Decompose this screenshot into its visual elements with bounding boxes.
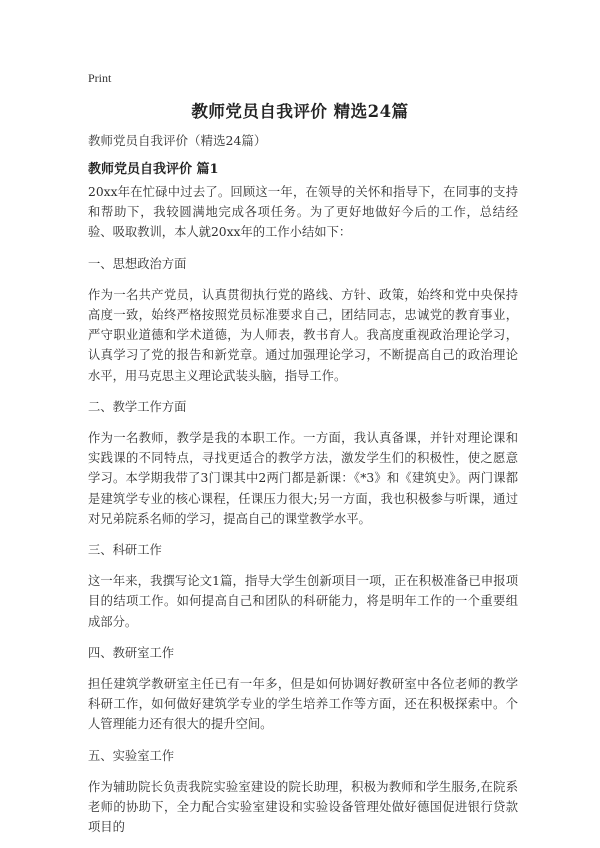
body-paragraph: 20xx年在忙碌中过去了。回顾这一年，在领导的关怀和指导下，在同事的支持和帮助下，我较圆满地完成各项任务。为了更好地做好今后的工作，总结经验、吸取教训，本人就20xx年的工作小结如下：	[88, 185, 518, 240]
section-heading: 五、实验室工作	[88, 748, 175, 763]
section-title: 教师党员自我评价 篇1	[88, 162, 219, 177]
article-body	[88, 182, 518, 848]
section-heading: 二、教学工作方面	[88, 399, 187, 414]
body-paragraph: 作为一名共产党员，认真贯彻执行党的路线、方针、政策，始终和党中央保持高度一致，始终严格按照党员标准要求自己，团结同志，忠诚党的教育事业，严守职业道德和学术道德，为人师表，教书育人。我高度重视政治理论学习，认真学习了党的报告和新党章。通过加强理论学习，不断提高自己的政治理论水平，用马克思主义理论武装头脑，指导工作。	[88, 287, 518, 383]
section-heading: 一、思想政治方面	[88, 256, 187, 271]
body-paragraph: 这一年来，我撰写论文1篇，指导大学生创新项目一项，正在积极准备已申报项目的结项工作。如何提高自己和团队的科研能力，将是明年工作的一个重要组成部分。	[88, 574, 518, 629]
section-heading: 三、科研工作	[88, 543, 162, 558]
page-title: 教师党员自我评价 精选24篇	[191, 102, 409, 121]
section-heading: 四、教研室工作	[88, 645, 175, 660]
body-paragraph: 担任建筑学教研室主任已有一年多，但是如何协调好教研室中各位老师的教学科研工作，如何做好建筑学专业的学生培养工作等方面，还在积极探索中。个人管理能力还有很大的提升空间。	[88, 677, 518, 732]
body-paragraph: 作为一名教师，教学是我的本职工作。一方面，我认真备课，并针对理论课和实践课的不同特点，寻找更适合的教学方法，激发学生们的积极性，使之愿意学习。本学期我带了3门课其中2两门都是新课：《*3》和《建筑史》。两门课都是建筑学专业的核心课程，任课压力很大;另一方面，我也积极参与听课，通过对兄弟院系名师的学习，提高自己的课堂教学水平。	[88, 431, 518, 526]
body-paragraph: 作为辅助院长负责我院实验室建设的院长助理，积极为教师和学生服务,在院系老师的协助下，全力配合实验室建设和实验设备管理处做好德国促进银行贷款项目的	[88, 779, 518, 835]
print-label: Print	[88, 71, 112, 85]
document-subtitle: 教师党员自我评价（精选24篇）	[88, 133, 267, 148]
